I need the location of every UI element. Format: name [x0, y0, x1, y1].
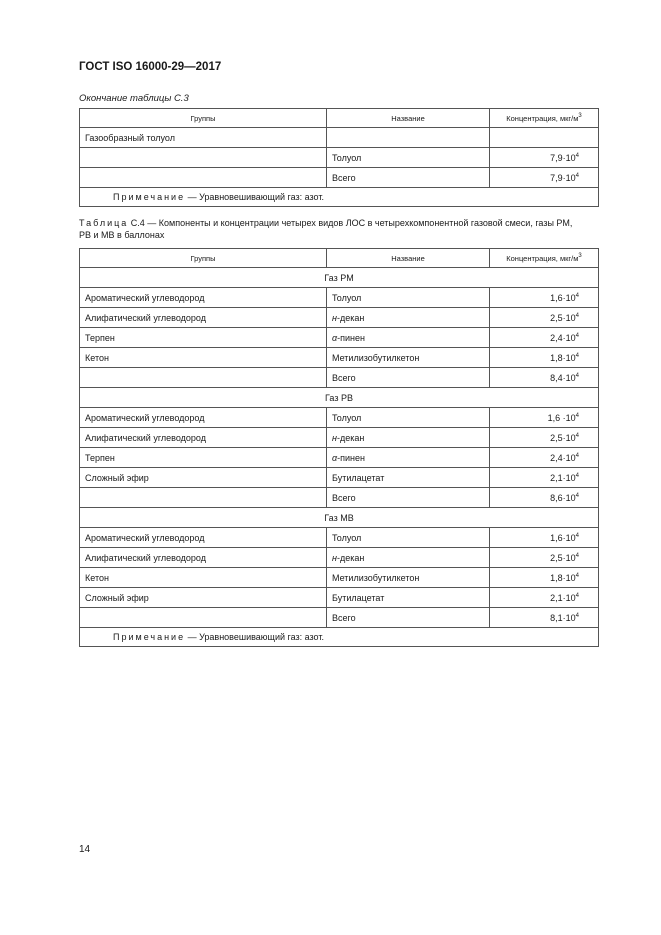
cell-group: Ароматический углеводород [80, 408, 327, 428]
table-row [80, 448, 599, 468]
table-row [80, 168, 599, 188]
column-header-groups: Группы [80, 249, 327, 268]
cell-group [80, 168, 327, 188]
section-title: Газ PB [80, 388, 599, 408]
document-header: ГОСТ ISO 16000-29—2017 [79, 61, 222, 73]
section-row [80, 508, 599, 528]
table-row [80, 308, 599, 328]
cell-group: Алифатический углеводород [80, 548, 327, 568]
cell-group: Терпен [80, 328, 327, 348]
cell-concentration: $8,4\cdot 10^4$ [490, 368, 599, 388]
cell-name: Всего [327, 608, 490, 628]
cell-name: н-декан [327, 548, 490, 568]
cell-name: Толуол [327, 288, 490, 308]
cell-concentration: $7,9\cdot 10^4$ [490, 168, 599, 188]
table-row [80, 608, 599, 628]
cell-group: Ароматический углеводород [80, 288, 327, 308]
table-row [80, 468, 599, 488]
cell-concentration: $2,4\cdot 10^4$ [490, 328, 599, 348]
cell-group [80, 488, 327, 508]
cell-group: Терпен [80, 448, 327, 468]
cell-concentration: $2,5\cdot 10^4$ [490, 308, 599, 328]
table-row [80, 408, 599, 428]
cell-name: Всего [327, 168, 490, 188]
table-row [80, 548, 599, 568]
column-header-concentration: Концентрация, мкг/$м^3$ [490, 249, 599, 268]
section-title: Газ PM [80, 268, 599, 288]
cell-name: Толуол [327, 528, 490, 548]
cell-name: α-пинен [327, 448, 490, 468]
cell-concentration: $8,6\cdot 10^4$ [490, 488, 599, 508]
cell-group: Сложный эфир [80, 588, 327, 608]
cell-group: Ароматический углеводород [80, 528, 327, 548]
table-c4-caption: Таблица С.4 — Компоненты и концентрации четырех видов ЛОС в четырехкомпонентной газовой смеси, газы PM, PB и MB в баллонах [79, 218, 573, 240]
cell-concentration: $2,4\cdot 10^4$ [490, 448, 599, 468]
table-note: Примечание — Уравновешивающий газ: азот. [80, 188, 599, 207]
section-row [80, 268, 599, 288]
cell-concentration: $2,5\cdot 10^4$ [490, 548, 599, 568]
cell-group: Кетон [80, 568, 327, 588]
cell-name: н-декан [327, 308, 490, 328]
cell-name: Всего [327, 488, 490, 508]
table-c3-continuation-caption: Окончание таблицы С.3 [79, 93, 189, 104]
table-c3-end [79, 108, 599, 207]
table-note-row [80, 188, 599, 207]
cell-group [80, 368, 327, 388]
column-header-name: Название [327, 249, 490, 268]
cell-concentration: $1,6 \cdot 10^4$ [490, 408, 599, 428]
page-number: 14 [79, 844, 91, 855]
column-header-groups: Группы [80, 109, 327, 128]
section-row [80, 388, 599, 408]
cell-group: Сложный эфир [80, 468, 327, 488]
table-row [80, 368, 599, 388]
table-note-row [80, 628, 599, 647]
cell-group: Алифатический углеводород [80, 428, 327, 448]
cell-name: Метилизобутилкетон [327, 568, 490, 588]
cell-name: Всего [327, 368, 490, 388]
table-note: Примечание — Уравновешивающий газ: азот. [80, 628, 599, 647]
table-row [80, 588, 599, 608]
column-header-name: Название [327, 109, 490, 128]
cell-concentration: $1,6\cdot 10^4$ [490, 528, 599, 548]
cell-name: н-декан [327, 428, 490, 448]
table-row [80, 288, 599, 308]
table-header-row [80, 109, 599, 128]
table-row [80, 128, 599, 148]
section-title: Газ MB [80, 508, 599, 528]
cell-group: Кетон [80, 348, 327, 368]
cell-concentration [490, 128, 599, 148]
table-row [80, 428, 599, 448]
table-c4 [79, 248, 599, 647]
cell-group [80, 608, 327, 628]
cell-concentration: $1,8\cdot 10^4$ [490, 348, 599, 368]
cell-concentration: $8,1\cdot 10^4$ [490, 608, 599, 628]
cell-concentration: $1,6\cdot 10^4$ [490, 288, 599, 308]
cell-name: Толуол [327, 408, 490, 428]
cell-concentration: $7,9\cdot 10^4$ [490, 148, 599, 168]
cell-concentration: $2,1\cdot 10^4$ [490, 588, 599, 608]
cell-name: Бутилацетат [327, 468, 490, 488]
table-header-row [80, 249, 599, 268]
cell-name: α-пинен [327, 328, 490, 348]
cell-name: Толуол [327, 148, 490, 168]
table-row [80, 348, 599, 368]
column-header-concentration: Концентрация, мкг/$м^3$ [490, 109, 599, 128]
table-row [80, 328, 599, 348]
table-row [80, 568, 599, 588]
cell-name [327, 128, 490, 148]
table-row [80, 148, 599, 168]
cell-name: Метилизобутилкетон [327, 348, 490, 368]
cell-concentration: $2,5\cdot 10^4$ [490, 428, 599, 448]
cell-group: Алифатический углеводород [80, 308, 327, 328]
table-row [80, 488, 599, 508]
cell-concentration: $1,8\cdot 10^4$ [490, 568, 599, 588]
cell-group [80, 148, 327, 168]
table-row [80, 528, 599, 548]
cell-concentration: $2,1\cdot 10^4$ [490, 468, 599, 488]
cell-name: Бутилацетат [327, 588, 490, 608]
cell-group: Газообразный толуол [80, 128, 327, 148]
